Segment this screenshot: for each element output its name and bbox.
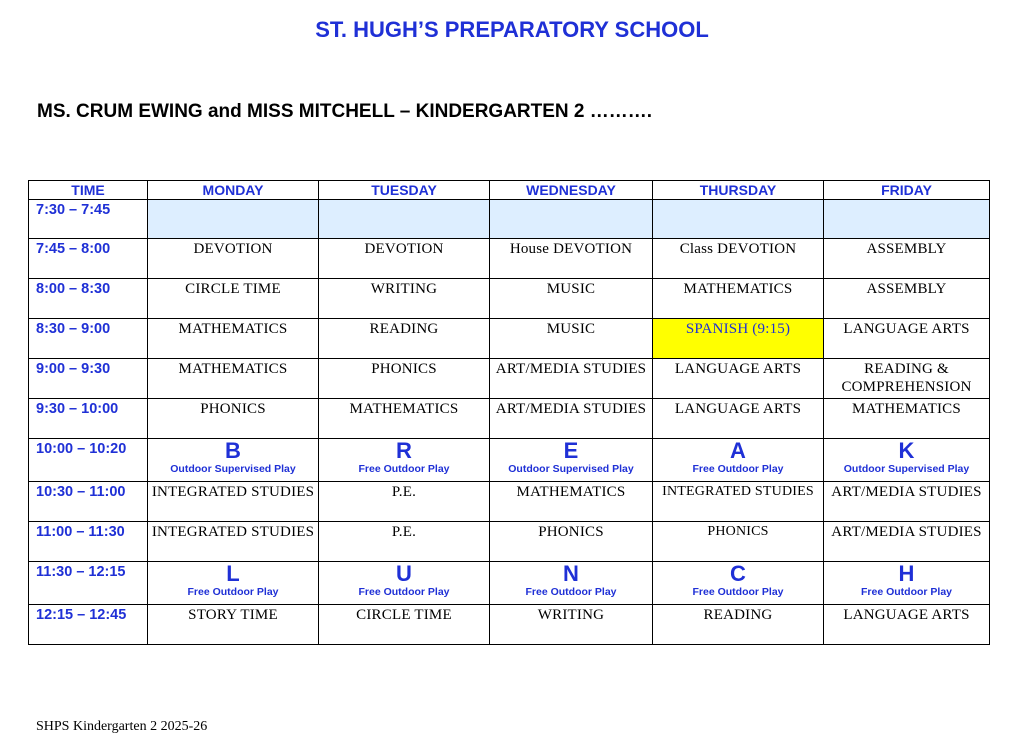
break-cell — [824, 562, 990, 605]
column-header-thursday: THURSDAY — [653, 181, 824, 200]
subject-cell: ART/MEDIA STUDIES — [824, 482, 990, 522]
table-row — [29, 482, 990, 522]
break-letter: B — [225, 438, 241, 463]
break-cell — [653, 439, 824, 482]
table-row-break — [29, 439, 990, 482]
subject-cell: INTEGRATED STUDIES — [148, 482, 319, 522]
table-row — [29, 239, 990, 279]
time-slot: 8:00 – 8:30 — [29, 279, 148, 319]
time-slot: 10:30 – 11:00 — [29, 482, 148, 522]
time-slot: 7:45 – 8:00 — [29, 239, 148, 279]
subject-cell: LANGUAGE ARTS — [653, 359, 824, 399]
table-row-break — [29, 562, 990, 605]
break-cell — [490, 439, 653, 482]
break-activity: Free Outdoor Play — [358, 463, 450, 475]
subject-cell: P.E. — [319, 522, 490, 562]
break-letter: L — [226, 561, 240, 586]
table-row — [29, 605, 990, 645]
table-row — [29, 319, 990, 359]
column-header-monday: MONDAY — [148, 181, 319, 200]
column-header-wednesday: WEDNESDAY — [490, 181, 653, 200]
subject-cell: MATHEMATICS — [148, 359, 319, 399]
break-letter: H — [898, 561, 915, 586]
time-slot: 8:30 – 9:00 — [29, 319, 148, 359]
subject-cell: INTEGRATED STUDIES — [148, 522, 319, 562]
table-row — [29, 359, 990, 399]
subject-cell: INTEGRATED STUDIES — [653, 482, 824, 522]
subject-cell: STORY TIME — [148, 605, 319, 645]
empty-cell — [319, 200, 490, 239]
subject-cell: CIRCLE TIME — [319, 605, 490, 645]
subject-cell: LANGUAGE ARTS — [824, 605, 990, 645]
subject-cell: House DEVOTION — [490, 239, 653, 279]
subject-cell: MUSIC — [490, 279, 653, 319]
break-cell — [824, 439, 990, 482]
subject-cell: PHONICS — [653, 522, 824, 562]
subject-cell: READING & COMPREHENSION — [824, 359, 990, 399]
break-cell — [148, 562, 319, 605]
subject-cell: P.E. — [319, 482, 490, 522]
empty-cell — [653, 200, 824, 239]
time-slot: 9:00 – 9:30 — [29, 359, 148, 399]
break-activity: Free Outdoor Play — [860, 586, 953, 598]
break-activity: Outdoor Supervised Play — [843, 463, 970, 475]
subject-cell: ASSEMBLY — [824, 239, 990, 279]
subject-cell: LANGUAGE ARTS — [653, 399, 824, 439]
subject-cell: LANGUAGE ARTS — [824, 319, 990, 359]
subject-cell: READING — [653, 605, 824, 645]
column-header-time: TIME — [29, 181, 148, 200]
subject-cell: ART/MEDIA STUDIES — [824, 522, 990, 562]
subject-cell: PHONICS — [319, 359, 490, 399]
time-slot: 11:00 – 11:30 — [29, 522, 148, 562]
footer-text: SHPS Kindergarten 2 2025-26 — [36, 719, 208, 734]
subject-cell: MATHEMATICS — [490, 482, 653, 522]
subject-cell: ART/MEDIA STUDIES — [490, 359, 653, 399]
subject-cell-highlighted: SPANISH (9:15) — [653, 319, 824, 359]
break-cell — [653, 562, 824, 605]
break-activity: Outdoor Supervised Play — [170, 463, 296, 475]
break-cell — [319, 439, 490, 482]
time-slot: 12:15 – 12:45 — [29, 605, 148, 645]
table-row — [29, 279, 990, 319]
break-letter: C — [730, 561, 746, 586]
subject-cell: WRITING — [319, 279, 490, 319]
subject-cell: READING — [319, 319, 490, 359]
empty-cell — [824, 200, 990, 239]
break-activity: Free Outdoor Play — [692, 463, 784, 475]
break-letter: K — [898, 438, 915, 463]
table-row — [29, 200, 990, 239]
subject-cell: MATHEMATICS — [653, 279, 824, 319]
time-slot: 11:30 – 12:15 — [29, 562, 148, 605]
subject-cell: MUSIC — [490, 319, 653, 359]
empty-cell — [490, 200, 653, 239]
subject-cell: CIRCLE TIME — [148, 279, 319, 319]
break-letter: N — [563, 561, 579, 586]
subject-cell: Class DEVOTION — [653, 239, 824, 279]
time-slot: 10:00 – 10:20 — [29, 439, 148, 482]
subject-cell: MATHEMATICS — [148, 319, 319, 359]
column-header-tuesday: TUESDAY — [319, 181, 490, 200]
table-row — [29, 399, 990, 439]
table-row — [29, 522, 990, 562]
time-slot: 7:30 – 7:45 — [29, 200, 148, 239]
break-letter: R — [396, 438, 412, 463]
break-activity: Free Outdoor Play — [692, 586, 784, 598]
subject-cell: DEVOTION — [148, 239, 319, 279]
subject-cell: MATHEMATICS — [824, 399, 990, 439]
subject-cell: ASSEMBLY — [824, 279, 990, 319]
school-title: ST. HUGH’S PREPARATORY SCHOOL — [315, 17, 709, 42]
empty-cell — [148, 200, 319, 239]
break-letter: U — [396, 561, 412, 586]
break-activity: Free Outdoor Play — [187, 586, 279, 598]
break-cell — [490, 562, 653, 605]
subject-cell: PHONICS — [490, 522, 653, 562]
timetable — [28, 180, 990, 645]
subject-cell: MATHEMATICS — [319, 399, 490, 439]
break-letter: E — [563, 438, 579, 463]
time-slot: 9:30 – 10:00 — [29, 399, 148, 439]
break-activity: Outdoor Supervised Play — [508, 463, 634, 475]
break-cell — [148, 439, 319, 482]
break-activity: Free Outdoor Play — [525, 586, 617, 598]
subject-cell: DEVOTION — [319, 239, 490, 279]
break-activity: Free Outdoor Play — [358, 586, 450, 598]
timetable-header-row — [29, 181, 990, 200]
subject-cell: ART/MEDIA STUDIES — [490, 399, 653, 439]
subject-cell: WRITING — [490, 605, 653, 645]
break-cell — [319, 562, 490, 605]
column-header-friday: FRIDAY — [824, 181, 990, 200]
break-letter: A — [730, 438, 746, 463]
subject-cell: PHONICS — [148, 399, 319, 439]
class-title: MS. CRUM EWING and MISS MITCHELL – KINDERGARTEN 2 ………. — [37, 101, 653, 122]
